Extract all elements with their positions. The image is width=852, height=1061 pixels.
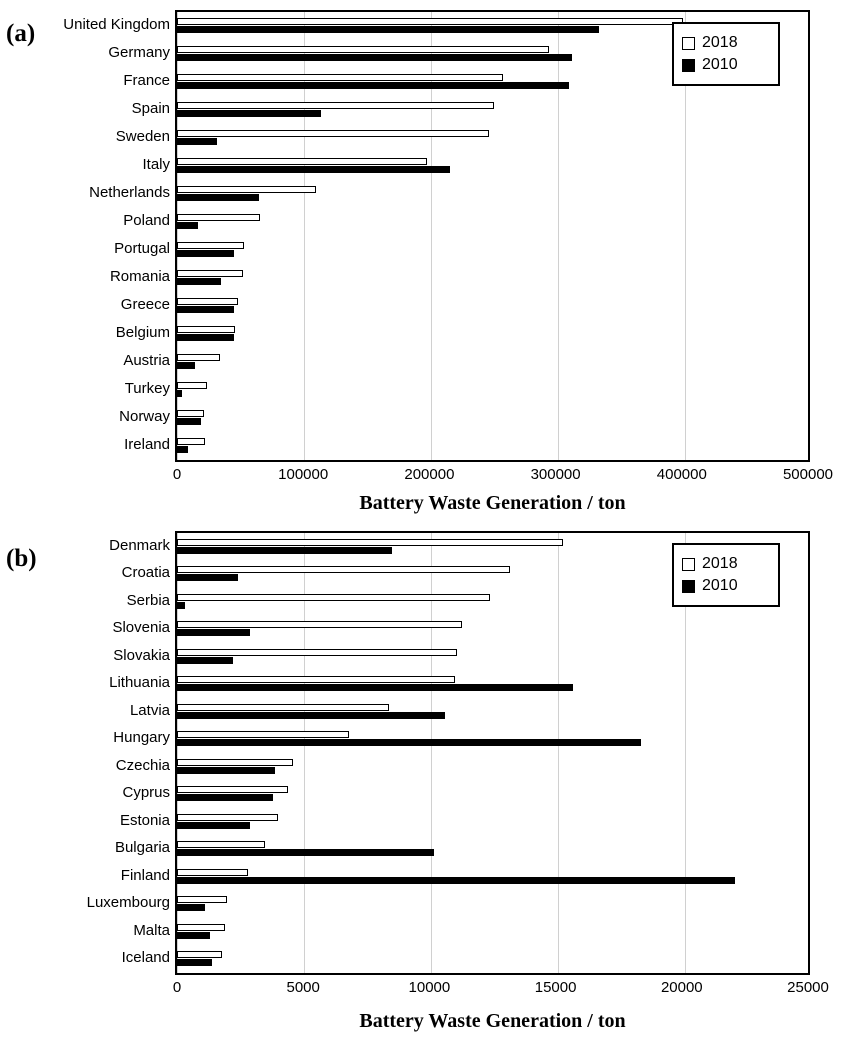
- bar-2010: [177, 250, 234, 257]
- x-tick-label: 20000: [660, 979, 703, 996]
- category-label: Malta: [133, 921, 170, 939]
- panel-a-category-labels: [0, 10, 170, 462]
- bar-2010: [177, 574, 238, 581]
- category-label: Denmark: [109, 536, 170, 554]
- category-label: Sweden: [115, 128, 170, 145]
- bar-2010: [177, 362, 195, 369]
- panel-b-category-labels: [0, 531, 170, 975]
- category-label: Belgium: [115, 324, 170, 341]
- bar-group: [177, 891, 808, 919]
- bar-group: [177, 208, 808, 236]
- bar-group: [177, 348, 808, 376]
- bar-2010: [177, 602, 185, 609]
- category-label: Iceland: [121, 949, 170, 967]
- legend-swatch-2018-icon: [682, 37, 695, 50]
- bar-group: [177, 726, 808, 754]
- category-label: Bulgaria: [114, 839, 170, 857]
- bar-2018: [177, 786, 288, 793]
- bar-group: [177, 671, 808, 699]
- bar-2010: [177, 547, 392, 554]
- bar-group: [177, 404, 808, 432]
- bar-2018: [177, 130, 489, 137]
- bar-group: [177, 152, 808, 180]
- category-label: United Kingdom: [63, 16, 170, 33]
- category-label: Lithuania: [109, 674, 170, 692]
- bar-2018: [177, 951, 222, 958]
- bar-2010: [177, 684, 573, 691]
- bar-2018: [177, 896, 227, 903]
- legend-label-2018: 2018: [702, 555, 738, 572]
- legend-item-2010: [682, 577, 768, 595]
- category-label: Croatia: [121, 564, 170, 582]
- bar-2010: [177, 334, 234, 341]
- x-tick-label: 100000: [278, 466, 329, 483]
- bar-group: [177, 808, 808, 836]
- legend-item-2018: [682, 34, 768, 52]
- category-label: Romania: [109, 268, 170, 285]
- category-label: Ireland: [124, 436, 170, 453]
- bar-group: [177, 918, 808, 946]
- panel-b-x-axis-title: Battery Waste Generation / ton: [359, 1010, 626, 1032]
- legend-item-2010: [682, 56, 768, 74]
- category-label: Slovenia: [112, 619, 170, 637]
- category-label: France: [123, 72, 170, 89]
- bar-2018: [177, 731, 349, 738]
- legend-swatch-2010-icon: [682, 59, 695, 72]
- x-tick-label: 300000: [530, 466, 581, 483]
- bar-2010: [177, 932, 210, 939]
- bar-2018: [177, 438, 205, 445]
- category-label: Spain: [131, 100, 170, 117]
- legend-label-2018: 2018: [702, 34, 738, 51]
- category-label: Norway: [119, 408, 170, 425]
- category-label: Finland: [120, 866, 170, 884]
- bar-2010: [177, 222, 198, 229]
- panel-b-label: (b): [6, 545, 37, 572]
- bar-group: [177, 432, 808, 460]
- bar-2010: [177, 849, 434, 856]
- x-tick-label: 500000: [782, 466, 834, 483]
- x-tick-label: 0: [172, 979, 182, 996]
- bar-2018: [177, 704, 389, 711]
- legend-label-2010: 2010: [702, 577, 738, 594]
- bar-group: [177, 124, 808, 152]
- bar-2018: [177, 410, 204, 417]
- bar-group: [177, 863, 808, 891]
- x-tick-label: 5000: [286, 979, 320, 996]
- bar-2018: [177, 539, 563, 546]
- category-label: Latvia: [129, 701, 170, 719]
- bar-2018: [177, 566, 510, 573]
- bar-2010: [177, 959, 212, 966]
- bar-group: [177, 96, 808, 124]
- x-tick-label: 0: [172, 466, 182, 483]
- category-label: Germany: [108, 44, 170, 61]
- category-label: Slovakia: [113, 646, 170, 664]
- category-label: Austria: [123, 352, 170, 369]
- bar-2018: [177, 649, 457, 656]
- bar-2010: [177, 822, 250, 829]
- category-label: Netherlands: [89, 184, 170, 201]
- category-label: Poland: [123, 212, 170, 229]
- legend-label-2010: 2010: [702, 56, 738, 73]
- bar-group: [177, 781, 808, 809]
- bar-2010: [177, 278, 221, 285]
- category-label: Serbia: [126, 591, 170, 609]
- bar-group: [177, 946, 808, 974]
- bar-2018: [177, 74, 503, 81]
- bar-2010: [177, 82, 569, 89]
- bar-2018: [177, 46, 549, 53]
- bar-2018: [177, 242, 244, 249]
- bar-group: [177, 320, 808, 348]
- x-tick-label: 10000: [408, 979, 451, 996]
- x-tick-label: 200000: [404, 466, 455, 483]
- bar-2018: [177, 102, 494, 109]
- category-label: Estonia: [119, 811, 170, 829]
- bar-2018: [177, 186, 316, 193]
- bar-2018: [177, 326, 235, 333]
- bar-2010: [177, 794, 273, 801]
- bar-2018: [177, 621, 462, 628]
- category-label: Italy: [142, 156, 170, 173]
- bar-2010: [177, 26, 599, 33]
- category-label: Turkey: [124, 380, 170, 397]
- bar-2010: [177, 418, 201, 425]
- bar-group: [177, 836, 808, 864]
- bar-2010: [177, 166, 450, 173]
- bar-group: [177, 376, 808, 404]
- bar-2018: [177, 382, 207, 389]
- bar-2010: [177, 110, 321, 117]
- bar-group: [177, 236, 808, 264]
- bar-2018: [177, 354, 220, 361]
- category-label: Greece: [120, 296, 170, 313]
- bar-2010: [177, 657, 233, 664]
- category-label: Hungary: [113, 729, 170, 747]
- bar-2018: [177, 594, 490, 601]
- bar-group: [177, 180, 808, 208]
- legend-item-2018: [682, 555, 768, 573]
- bar-group: [177, 643, 808, 671]
- bar-group: [177, 264, 808, 292]
- bar-2010: [177, 138, 217, 145]
- bar-group: [177, 616, 808, 644]
- panel-a-label: (a): [6, 20, 36, 47]
- bar-2018: [177, 869, 248, 876]
- bar-2010: [177, 739, 641, 746]
- panel-a-x-axis-title: Battery Waste Generation / ton: [359, 492, 626, 514]
- x-tick-label: 400000: [656, 466, 707, 483]
- bar-2018: [177, 814, 278, 821]
- bar-2010: [177, 306, 234, 313]
- bar-2018: [177, 841, 265, 848]
- bar-2018: [177, 158, 427, 165]
- bar-2018: [177, 676, 455, 683]
- bar-group: [177, 292, 808, 320]
- x-tick-label: 15000: [534, 979, 577, 996]
- bar-2010: [177, 54, 572, 61]
- category-label: Portugal: [114, 240, 170, 257]
- bar-2018: [177, 298, 238, 305]
- bar-2010: [177, 712, 445, 719]
- panel-a-legend: [672, 22, 780, 86]
- category-label: Czechia: [115, 756, 170, 774]
- bar-2010: [177, 767, 275, 774]
- bar-2010: [177, 877, 735, 884]
- bar-2018: [177, 924, 225, 931]
- legend-swatch-2018-icon: [682, 558, 695, 571]
- bar-2010: [177, 446, 188, 453]
- category-label: Luxembourg: [86, 894, 170, 912]
- bar-2018: [177, 214, 260, 221]
- bar-group: [177, 753, 808, 781]
- bar-2010: [177, 194, 259, 201]
- panel-b-legend: [672, 543, 780, 607]
- bar-2010: [177, 629, 250, 636]
- bar-2018: [177, 18, 683, 25]
- bar-group: [177, 698, 808, 726]
- legend-swatch-2010-icon: [682, 580, 695, 593]
- bar-2018: [177, 759, 293, 766]
- bar-2010: [177, 904, 205, 911]
- bar-2010: [177, 390, 182, 397]
- category-label: Cyprus: [122, 784, 170, 802]
- bar-2018: [177, 270, 243, 277]
- x-tick-label: 25000: [787, 979, 829, 996]
